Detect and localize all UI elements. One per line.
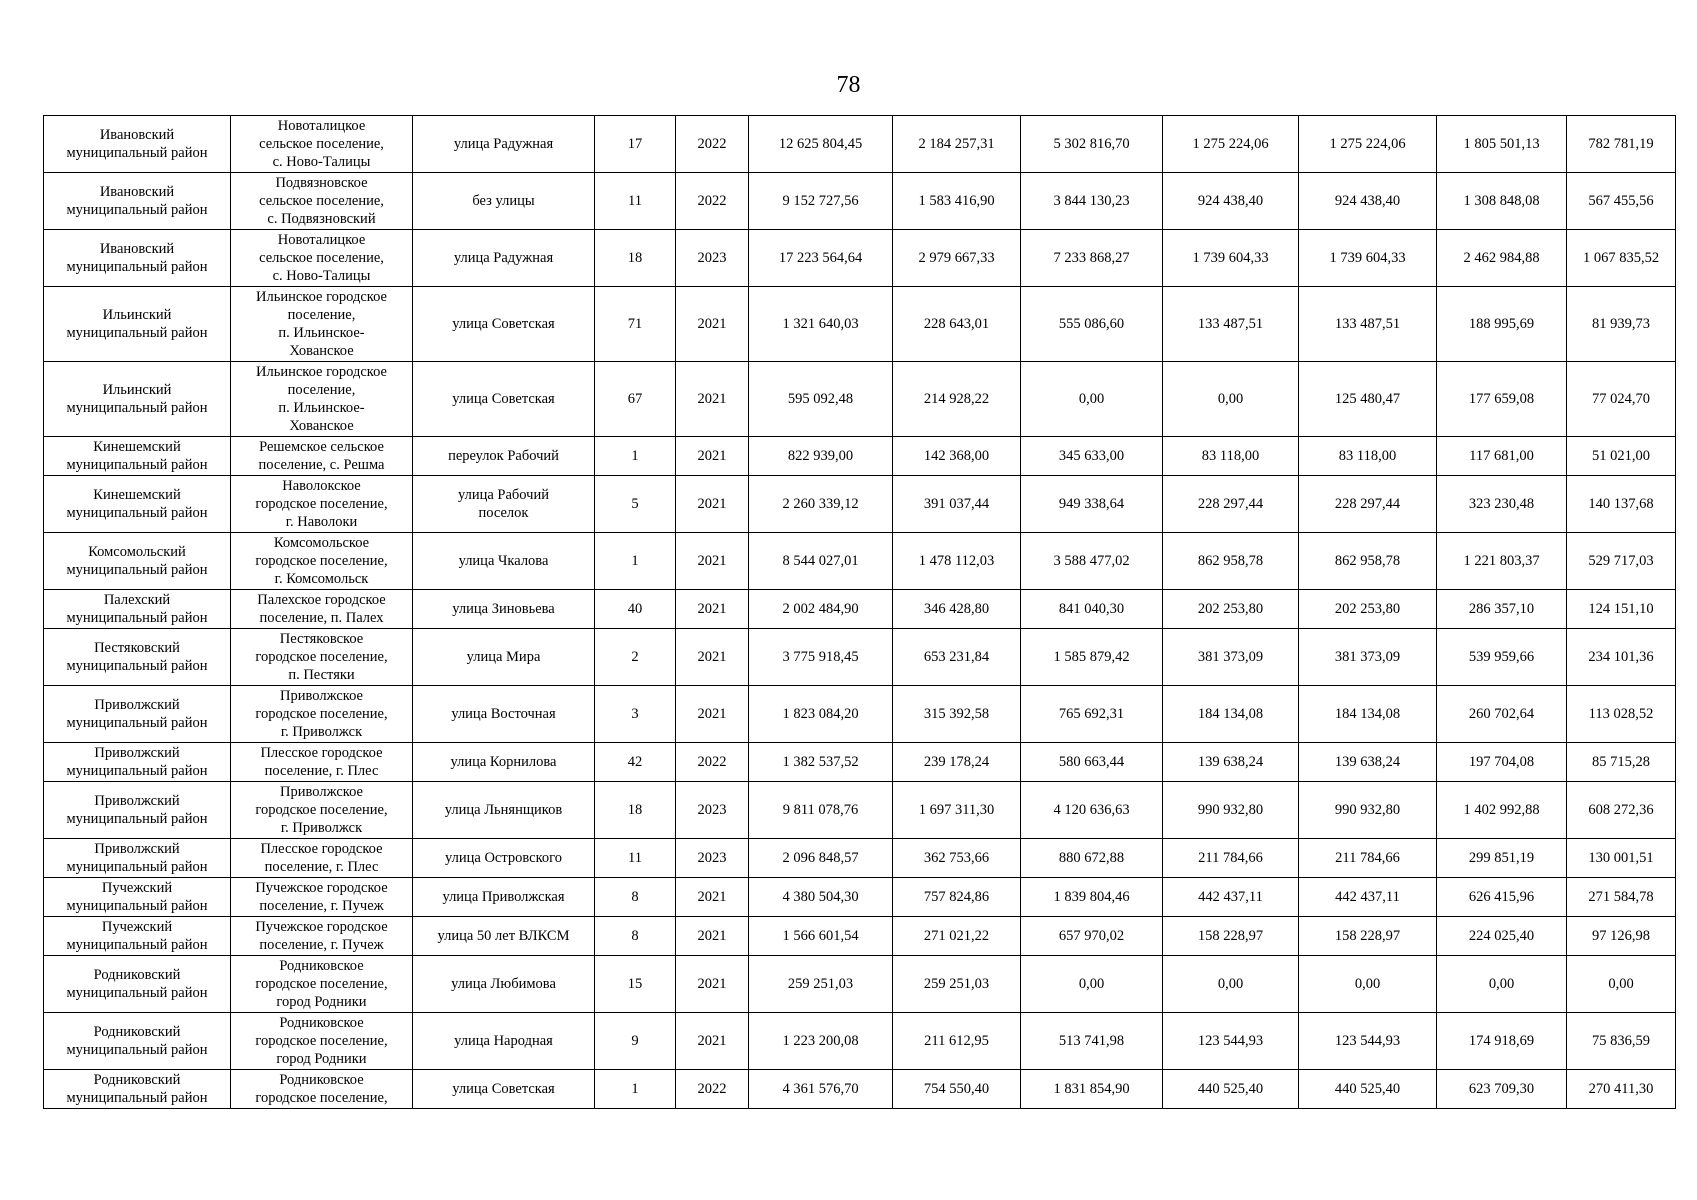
settlement-cell: Пучежское городское поселение, г. Пучеж [231,878,413,917]
year-cell: 2021 [676,1013,749,1070]
municipal-district-cell: Пестяковский муниципальный район [44,629,231,686]
value-cell-4: 125 480,47 [1299,362,1437,437]
value-cell-3: 924 438,40 [1163,173,1299,230]
value-cell-5: 117 681,00 [1437,437,1567,476]
value-cell-2: 0,00 [1021,362,1163,437]
house-number-cell: 67 [595,362,676,437]
table-row [44,590,1676,629]
value-cell-4: 924 438,40 [1299,173,1437,230]
table-row [44,362,1676,437]
value-cell-2: 555 086,60 [1021,287,1163,362]
value-cell-1: 1 697 311,30 [893,782,1021,839]
municipal-district-cell: Комсомольский муниципальный район [44,533,231,590]
value-cell-6: 97 126,98 [1567,917,1676,956]
total-cost-cell: 1 382 537,52 [749,743,893,782]
house-number-cell: 11 [595,839,676,878]
street-cell: без улицы [413,173,595,230]
total-cost-cell: 822 939,00 [749,437,893,476]
settlement-cell: Комсомольское городское поселение, г. Комсомольск [231,533,413,590]
value-cell-4: 442 437,11 [1299,878,1437,917]
table-row [44,743,1676,782]
settlement-cell: Плесское городское поселение, г. Плес [231,839,413,878]
value-cell-4: 184 134,08 [1299,686,1437,743]
value-cell-6: 271 584,78 [1567,878,1676,917]
total-cost-cell: 1 566 601,54 [749,917,893,956]
settlement-cell: Палехское городское поселение, п. Палех [231,590,413,629]
value-cell-6: 75 836,59 [1567,1013,1676,1070]
value-cell-3: 1 275 224,06 [1163,116,1299,173]
street-cell: улица Восточная [413,686,595,743]
value-cell-2: 657 970,02 [1021,917,1163,956]
total-cost-cell: 12 625 804,45 [749,116,893,173]
house-number-cell: 1 [595,1070,676,1109]
year-cell: 2021 [676,590,749,629]
municipal-district-cell: Ивановский муниципальный район [44,230,231,287]
house-number-cell: 1 [595,533,676,590]
value-cell-2: 4 120 636,63 [1021,782,1163,839]
value-cell-1: 1 583 416,90 [893,173,1021,230]
value-cell-2: 345 633,00 [1021,437,1163,476]
house-number-cell: 9 [595,1013,676,1070]
value-cell-5: 323 230,48 [1437,476,1567,533]
year-cell: 2022 [676,173,749,230]
year-cell: 2023 [676,782,749,839]
house-number-cell: 8 [595,878,676,917]
value-cell-2: 7 233 868,27 [1021,230,1163,287]
municipal-district-cell: Кинешемский муниципальный район [44,476,231,533]
street-cell: улица Радужная [413,116,595,173]
table-row [44,533,1676,590]
total-cost-cell: 2 260 339,12 [749,476,893,533]
total-cost-cell: 8 544 027,01 [749,533,893,590]
year-cell: 2023 [676,839,749,878]
year-cell: 2021 [676,956,749,1013]
value-cell-5: 188 995,69 [1437,287,1567,362]
street-cell: улица Советская [413,1070,595,1109]
municipal-district-cell: Пучежский муниципальный район [44,917,231,956]
value-cell-5: 623 709,30 [1437,1070,1567,1109]
value-cell-1: 142 368,00 [893,437,1021,476]
value-cell-2: 1 585 879,42 [1021,629,1163,686]
year-cell: 2021 [676,362,749,437]
value-cell-5: 299 851,19 [1437,839,1567,878]
value-cell-3: 83 118,00 [1163,437,1299,476]
value-cell-3: 184 134,08 [1163,686,1299,743]
year-cell: 2021 [676,629,749,686]
total-cost-cell: 1 321 640,03 [749,287,893,362]
value-cell-3: 0,00 [1163,362,1299,437]
street-cell: переулок Рабочий [413,437,595,476]
value-cell-6: 77 024,70 [1567,362,1676,437]
value-cell-3: 862 958,78 [1163,533,1299,590]
total-cost-cell: 595 092,48 [749,362,893,437]
year-cell: 2022 [676,743,749,782]
value-cell-2: 0,00 [1021,956,1163,1013]
value-cell-1: 259 251,03 [893,956,1021,1013]
settlement-cell: Плесское городское поселение, г. Плес [231,743,413,782]
value-cell-4: 133 487,51 [1299,287,1437,362]
value-cell-2: 765 692,31 [1021,686,1163,743]
value-cell-1: 1 478 112,03 [893,533,1021,590]
house-number-cell: 11 [595,173,676,230]
total-cost-cell: 3 775 918,45 [749,629,893,686]
value-cell-3: 139 638,24 [1163,743,1299,782]
value-cell-1: 239 178,24 [893,743,1021,782]
street-cell: улица Рабочий поселок [413,476,595,533]
table-row [44,1013,1676,1070]
year-cell: 2021 [676,533,749,590]
value-cell-3: 990 932,80 [1163,782,1299,839]
total-cost-cell: 2 002 484,90 [749,590,893,629]
settlement-cell: Решемское сельское поселение, с. Решма [231,437,413,476]
table-row [44,287,1676,362]
settlement-cell: Новоталицкое сельское поселение, с. Ново-Талицы [231,230,413,287]
street-cell: улица Корнилова [413,743,595,782]
total-cost-cell: 2 096 848,57 [749,839,893,878]
street-cell: улица 50 лет ВЛКСМ [413,917,595,956]
year-cell: 2021 [676,917,749,956]
value-cell-4: 158 228,97 [1299,917,1437,956]
value-cell-1: 2 184 257,31 [893,116,1021,173]
table-row [44,917,1676,956]
value-cell-2: 880 672,88 [1021,839,1163,878]
house-number-cell: 5 [595,476,676,533]
value-cell-1: 228 643,01 [893,287,1021,362]
value-cell-3: 228 297,44 [1163,476,1299,533]
value-cell-6: 608 272,36 [1567,782,1676,839]
street-cell: улица Советская [413,287,595,362]
value-cell-4: 1 275 224,06 [1299,116,1437,173]
value-cell-5: 177 659,08 [1437,362,1567,437]
value-cell-6: 124 151,10 [1567,590,1676,629]
value-cell-1: 211 612,95 [893,1013,1021,1070]
value-cell-4: 202 253,80 [1299,590,1437,629]
house-number-cell: 18 [595,782,676,839]
value-cell-6: 130 001,51 [1567,839,1676,878]
table-row [44,629,1676,686]
value-cell-3: 158 228,97 [1163,917,1299,956]
table-row [44,1070,1676,1109]
value-cell-5: 1 805 501,13 [1437,116,1567,173]
value-cell-1: 362 753,66 [893,839,1021,878]
value-cell-1: 391 037,44 [893,476,1021,533]
municipal-district-cell: Родниковский муниципальный район [44,1070,231,1109]
settlement-cell: Пестяковское городское поселение, п. Пестяки [231,629,413,686]
value-cell-4: 381 373,09 [1299,629,1437,686]
street-cell: улица Приволжская [413,878,595,917]
value-cell-6: 270 411,30 [1567,1070,1676,1109]
total-cost-cell: 4 380 504,30 [749,878,893,917]
value-cell-3: 440 525,40 [1163,1070,1299,1109]
value-cell-1: 757 824,86 [893,878,1021,917]
table-row [44,878,1676,917]
value-cell-4: 990 932,80 [1299,782,1437,839]
table-row [44,686,1676,743]
value-cell-3: 1 739 604,33 [1163,230,1299,287]
table-row [44,839,1676,878]
value-cell-2: 5 302 816,70 [1021,116,1163,173]
value-cell-6: 782 781,19 [1567,116,1676,173]
street-cell: улица Зиновьева [413,590,595,629]
house-number-cell: 18 [595,230,676,287]
total-cost-cell: 4 361 576,70 [749,1070,893,1109]
page-number: 78 [836,72,861,98]
value-cell-3: 202 253,80 [1163,590,1299,629]
street-cell: улица Народная [413,1013,595,1070]
table-row [44,782,1676,839]
street-cell: улица Чкалова [413,533,595,590]
municipal-district-cell: Родниковский муниципальный район [44,956,231,1013]
value-cell-5: 1 221 803,37 [1437,533,1567,590]
value-cell-5: 539 959,66 [1437,629,1567,686]
house-number-cell: 42 [595,743,676,782]
value-cell-4: 83 118,00 [1299,437,1437,476]
value-cell-6: 1 067 835,52 [1567,230,1676,287]
total-cost-cell: 259 251,03 [749,956,893,1013]
value-cell-5: 260 702,64 [1437,686,1567,743]
year-cell: 2021 [676,878,749,917]
settlement-cell: Ильинское городское поселение, п. Ильинское- Хованское [231,287,413,362]
value-cell-3: 381 373,09 [1163,629,1299,686]
value-cell-2: 3 844 130,23 [1021,173,1163,230]
year-cell: 2021 [676,287,749,362]
settlement-cell: Ильинское городское поселение, п. Ильинское- Хованское [231,362,413,437]
value-cell-2: 841 040,30 [1021,590,1163,629]
value-cell-4: 0,00 [1299,956,1437,1013]
street-cell: улица Островского [413,839,595,878]
table-row [44,230,1676,287]
value-cell-1: 754 550,40 [893,1070,1021,1109]
value-cell-1: 653 231,84 [893,629,1021,686]
value-cell-5: 626 415,96 [1437,878,1567,917]
municipal-district-cell: Кинешемский муниципальный район [44,437,231,476]
municipal-district-cell: Пучежский муниципальный район [44,878,231,917]
house-number-cell: 1 [595,437,676,476]
total-cost-cell: 9 152 727,56 [749,173,893,230]
value-cell-4: 139 638,24 [1299,743,1437,782]
table-row [44,956,1676,1013]
house-number-cell: 17 [595,116,676,173]
municipal-district-cell: Ильинский муниципальный район [44,362,231,437]
value-cell-5: 174 918,69 [1437,1013,1567,1070]
settlement-cell: Родниковское городское поселение, [231,1070,413,1109]
year-cell: 2022 [676,116,749,173]
value-cell-1: 315 392,58 [893,686,1021,743]
value-cell-5: 286 357,10 [1437,590,1567,629]
table-row [44,476,1676,533]
settlement-cell: Наволокское городское поселение, г. Наволоки [231,476,413,533]
value-cell-4: 440 525,40 [1299,1070,1437,1109]
value-cell-5: 2 462 984,88 [1437,230,1567,287]
table-row [44,116,1676,173]
total-cost-cell: 17 223 564,64 [749,230,893,287]
settlement-cell: Подвязновское сельское поселение, с. Подвязновский [231,173,413,230]
data-table [43,115,1676,1109]
house-number-cell: 71 [595,287,676,362]
municipal-district-cell: Ивановский муниципальный район [44,116,231,173]
total-cost-cell: 1 823 084,20 [749,686,893,743]
street-cell: улица Радужная [413,230,595,287]
municipal-district-cell: Палехский муниципальный район [44,590,231,629]
table-row [44,437,1676,476]
value-cell-5: 0,00 [1437,956,1567,1013]
settlement-cell: Пучежское городское поселение, г. Пучеж [231,917,413,956]
street-cell: улица Мира [413,629,595,686]
total-cost-cell: 1 223 200,08 [749,1013,893,1070]
value-cell-6: 113 028,52 [1567,686,1676,743]
municipal-district-cell: Приволжский муниципальный район [44,839,231,878]
value-cell-3: 0,00 [1163,956,1299,1013]
value-cell-6: 529 717,03 [1567,533,1676,590]
settlement-cell: Родниковское городское поселение, город Родники [231,956,413,1013]
house-number-cell: 3 [595,686,676,743]
value-cell-5: 197 704,08 [1437,743,1567,782]
value-cell-6: 0,00 [1567,956,1676,1013]
municipal-district-cell: Ильинский муниципальный район [44,287,231,362]
value-cell-3: 211 784,66 [1163,839,1299,878]
value-cell-2: 1 831 854,90 [1021,1070,1163,1109]
value-cell-6: 234 101,36 [1567,629,1676,686]
value-cell-6: 51 021,00 [1567,437,1676,476]
municipal-district-cell: Родниковский муниципальный район [44,1013,231,1070]
value-cell-4: 123 544,93 [1299,1013,1437,1070]
value-cell-6: 85 715,28 [1567,743,1676,782]
municipal-district-cell: Приволжский муниципальный район [44,686,231,743]
house-number-cell: 40 [595,590,676,629]
house-number-cell: 8 [595,917,676,956]
value-cell-5: 224 025,40 [1437,917,1567,956]
year-cell: 2021 [676,476,749,533]
value-cell-4: 211 784,66 [1299,839,1437,878]
value-cell-3: 133 487,51 [1163,287,1299,362]
year-cell: 2022 [676,1070,749,1109]
municipal-district-cell: Приволжский муниципальный район [44,743,231,782]
value-cell-1: 2 979 667,33 [893,230,1021,287]
year-cell: 2021 [676,437,749,476]
value-cell-6: 567 455,56 [1567,173,1676,230]
settlement-cell: Приволжское городское поселение, г. Приволжск [231,782,413,839]
value-cell-3: 123 544,93 [1163,1013,1299,1070]
value-cell-3: 442 437,11 [1163,878,1299,917]
value-cell-2: 3 588 477,02 [1021,533,1163,590]
street-cell: улица Советская [413,362,595,437]
settlement-cell: Родниковское городское поселение, город Родники [231,1013,413,1070]
value-cell-4: 1 739 604,33 [1299,230,1437,287]
street-cell: улица Льнянщиков [413,782,595,839]
settlement-cell: Новоталицкое сельское поселение, с. Ново-Талицы [231,116,413,173]
year-cell: 2021 [676,686,749,743]
value-cell-4: 862 958,78 [1299,533,1437,590]
value-cell-2: 949 338,64 [1021,476,1163,533]
house-number-cell: 2 [595,629,676,686]
value-cell-6: 140 137,68 [1567,476,1676,533]
value-cell-1: 346 428,80 [893,590,1021,629]
value-cell-2: 580 663,44 [1021,743,1163,782]
municipal-district-cell: Приволжский муниципальный район [44,782,231,839]
total-cost-cell: 9 811 078,76 [749,782,893,839]
table-row [44,173,1676,230]
street-cell: улица Любимова [413,956,595,1013]
value-cell-5: 1 308 848,08 [1437,173,1567,230]
value-cell-4: 228 297,44 [1299,476,1437,533]
value-cell-2: 1 839 804,46 [1021,878,1163,917]
value-cell-5: 1 402 992,88 [1437,782,1567,839]
value-cell-1: 214 928,22 [893,362,1021,437]
year-cell: 2023 [676,230,749,287]
value-cell-6: 81 939,73 [1567,287,1676,362]
settlement-cell: Приволжское городское поселение, г. Приволжск [231,686,413,743]
table-body [44,116,1676,1109]
house-number-cell: 15 [595,956,676,1013]
municipal-district-cell: Ивановский муниципальный район [44,173,231,230]
value-cell-2: 513 741,98 [1021,1013,1163,1070]
value-cell-1: 271 021,22 [893,917,1021,956]
